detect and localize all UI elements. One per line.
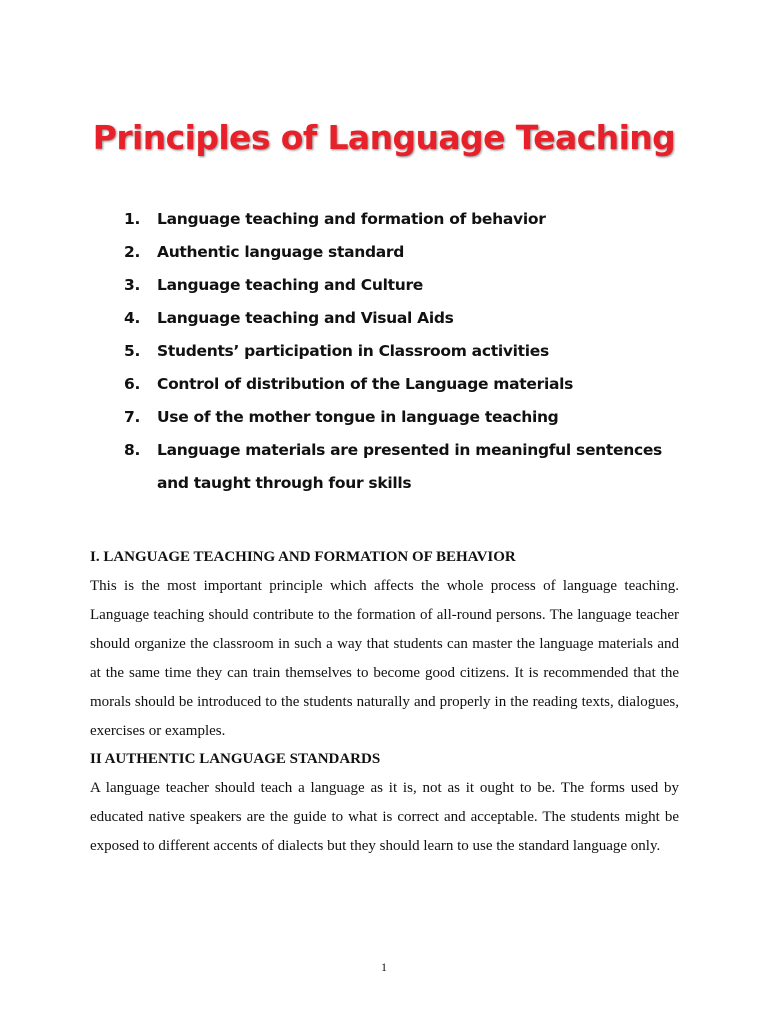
- list-item-text: Language materials are presented in meaningful sentences and taught through four skills: [157, 441, 662, 492]
- list-item: [124, 368, 684, 401]
- list-item-number: 6.: [124, 375, 141, 393]
- section-behavior: [90, 543, 679, 746]
- list-item-number: 3.: [124, 276, 141, 294]
- list-item-number: 7.: [124, 408, 141, 426]
- list-item-text: Use of the mother tongue in language teaching: [157, 408, 559, 426]
- page-number: 1: [381, 960, 387, 974]
- list-item-text: Language teaching and Culture: [157, 276, 424, 294]
- list-item-text: Students’ participation in Classroom activities: [157, 342, 549, 360]
- section-paragraph: This is the most important principle which affects the whole process of language teaching. Language teaching should contribute to the formation of all-round persons. The language teacher should organize the classroom in such a way that students can master the language materials and at the same time they can train themselves to become good citizens. It is recommended that the morals should be introduced to the students naturally and properly in the reading texts, dialogues, exercises or examples.: [90, 578, 679, 739]
- section-heading: II AUTHENTIC LANGUAGE STANDARDS: [90, 751, 381, 767]
- list-item-number: 1.: [124, 210, 141, 228]
- list-item-text: Control of distribution of the Language materials: [157, 375, 574, 393]
- section-authentic-standards: [90, 745, 679, 861]
- list-item-number: 5.: [124, 342, 141, 360]
- page-title: Principles of Language Teaching: [92, 118, 676, 157]
- list-item: [124, 236, 684, 269]
- principles-list: [124, 203, 684, 500]
- list-item: [124, 302, 684, 335]
- list-item: [124, 434, 684, 500]
- list-item-number: 8.: [124, 441, 141, 459]
- list-item: [124, 335, 684, 368]
- list-item-text: Authentic language standard: [157, 243, 405, 261]
- section-heading: I. LANGUAGE TEACHING AND FORMATION OF BEHAVIOR: [90, 549, 516, 565]
- list-item: [124, 269, 684, 302]
- list-item-text: Language teaching and Visual Aids: [157, 309, 454, 327]
- list-item-text: Language teaching and formation of behavior: [157, 210, 546, 228]
- list-item: [124, 203, 684, 236]
- list-item-number: 4.: [124, 309, 141, 327]
- list-item-number: 2.: [124, 243, 141, 261]
- list-item: [124, 401, 684, 434]
- section-paragraph: A language teacher should teach a language as it is, not as it ought to be. The forms used by educated native speakers are the guide to what is correct and acceptable. The students might be exposed to different accents of dialects but they should learn to use the standard language only.: [90, 780, 679, 854]
